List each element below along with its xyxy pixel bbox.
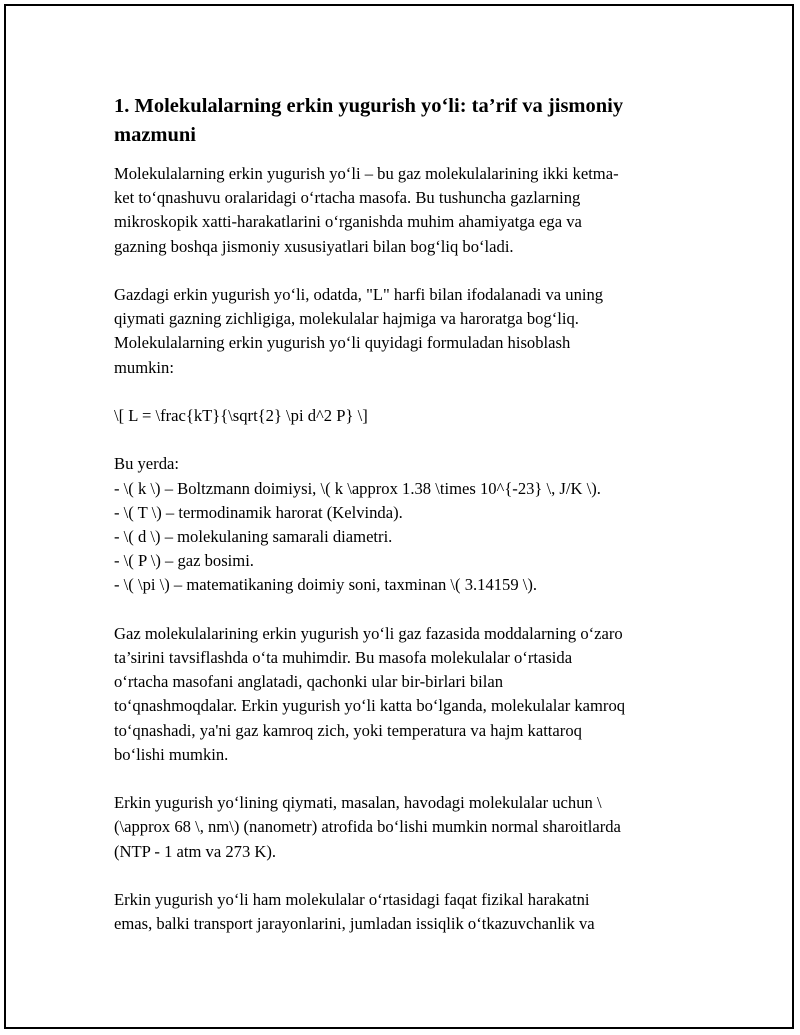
text-line: - \( T \) – termodinamik harorat (Kelvinda). [114,502,403,522]
text-line: bo‘lishi mumkin. [114,744,229,764]
text-line: Bu yerda: [114,454,179,474]
text-line: \[ L = \frac{kT}{\sqrt{2} \pi d^2 P} \] [114,406,368,425]
text-line: Gazdagi erkin yugurish yo‘li, odatda, "L" harfi bilan ifodalanadi va uning [114,285,604,304]
text-line: gazning boshqa jismoniy xususiyatlari bilan bog‘liq bo‘ladi. [114,236,514,256]
text-line: to‘qnashmoqdalar. Erkin yugurish yo‘li katta bo‘lganda, molekulalar kamroq [114,696,626,716]
text-line: - \( d \) – molekulaning samarali diametri. [114,527,393,546]
text-line: Molekulalarning erkin yugurish yo‘li quyidagi formuladan hisoblash [114,333,571,353]
text-line: Erkin yugurish yo‘li ham molekulalar o‘rtasidagi faqat fizikal harakatni [114,890,590,909]
text-line: - \( k \) – Boltzmann doimiysi, \( k \approx 1.38 \times 10^{-23} \, J/K \). [114,478,601,498]
text-line: mumkin: [114,357,174,377]
text-line: - \( P \) – gaz bosimi. [114,551,254,571]
paragraph-gap [114,259,694,283]
text-line: (NTP - 1 atm va 273 K). [114,841,277,861]
text-line: mikroskopik xatti-harakatlarini o‘rganishda muhim ahamiyatga ega va [114,212,582,232]
text-line: to‘qnashadi, ya'ni gaz kamroq zich, yoki temperatura va hajm kattaroq [114,720,582,740]
paragraph-gap [114,864,694,888]
body-text [114,162,694,936]
text-line: Gaz molekulalarining erkin yugurish yo‘li gaz fazasida moddalarning o‘zaro [114,623,623,643]
text-line: ta’sirini tavsiflashda o‘ta muhimdir. Bu masofa molekulalar o‘rtasida [114,648,573,667]
text-line: Erkin yugurish yo‘lining qiymati, masalan, havodagi molekulalar uchun \ [114,793,602,813]
paragraph-gap [114,598,694,622]
text-line: (\approx 68 \, nm\) (nanometr) atrofida bo‘lishi mumkin normal sharoitlarda [114,817,621,837]
text-line: Molekulalarning erkin yugurish yo‘li – bu gaz molekulalarining ikki ketma- [114,164,619,183]
section-heading: 1. Molekulalarning erkin yugurish yo‘li: ta’rif va jismoniy mazmuni [114,95,624,146]
text-line: emas, balki transport jarayonlarini, jumladan issiqlik o‘tkazuvchanlik va [114,914,595,934]
text-line: o‘rtacha masofani anglatadi, qachonki ular bir-birlari bilan [114,672,504,692]
paragraph-gap [114,428,694,452]
text-line: - \( \pi \) – matematikaning doimiy soni, taxminan \( 3.14159 \). [114,575,538,595]
text-line: ket to‘qnashuvu oralaridagi o‘rtacha masofa. Bu tushuncha gazlarning [114,188,581,208]
text-line: qiymati gazning zichligiga, molekulalar hajmiga va haroratga bog‘liq. [114,309,579,329]
document-content [114,92,694,936]
paragraph-gap [114,767,694,791]
paragraph-gap [114,380,694,404]
